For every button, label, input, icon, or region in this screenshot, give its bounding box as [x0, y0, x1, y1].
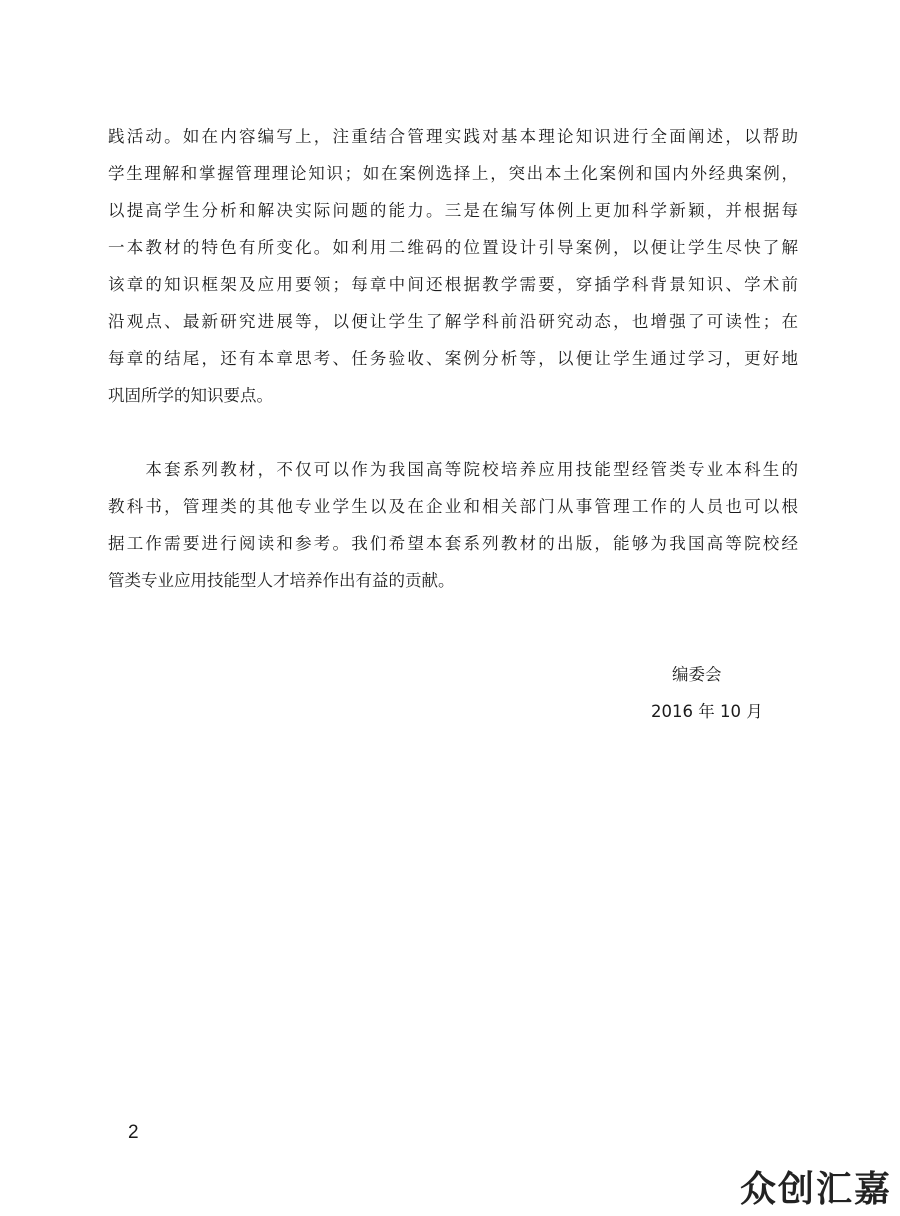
paragraph-line: 践活动。如在内容编写上，注重结合管理实践对基本理论知识进行全面阐述，以帮助 — [108, 127, 798, 146]
paragraph-line: 沿观点、最新研究进展等，以便让学生了解学科前沿研究动态，也增强了可读性；在 — [108, 312, 798, 331]
paragraph-line: 教科书，管理类的其他专业学生以及在企业和相关部门从事管理工作的人员也可以根 — [108, 497, 798, 516]
paragraph-line: 以提高学生分析和解决实际问题的能力。三是在编写体例上更加科学新颖，并根据每 — [108, 201, 798, 220]
signature-date: 2016 年 10 月 — [651, 702, 763, 721]
paragraph-line: 一本教材的特色有所变化。如利用二维码的位置设计引导案例，以便让学生尽快了解 — [108, 238, 798, 257]
paragraph-line: 每章的结尾，还有本章思考、任务验收、案例分析等，以便让学生通过学习，更好地 — [108, 349, 798, 368]
page-number: 2 — [128, 1122, 139, 1143]
paragraph-line: 管类专业应用技能型人才培养作出有益的贡献。 — [108, 571, 455, 590]
paragraph-line: 巩固所学的知识要点。 — [108, 386, 273, 405]
paragraph-line: 据工作需要进行阅读和参考。我们希望本套系列教材的出版，能够为我国高等院校经 — [108, 534, 798, 553]
paragraph-line: 本套系列教材，不仅可以作为我国高等院校培养应用技能型经管类专业本科生的 — [108, 460, 798, 479]
paragraph-line: 学生理解和掌握管理理论知识；如在案例选择上，突出本土化案例和国内外经典案例， — [108, 164, 798, 183]
watermark-logo: 众创汇嘉 — [739, 1169, 892, 1210]
paragraph-line: 该章的知识框架及应用要领；每章中间还根据教学需要，穿插学科背景知识、学术前 — [108, 275, 798, 294]
signature-author: 编委会 — [672, 665, 722, 684]
